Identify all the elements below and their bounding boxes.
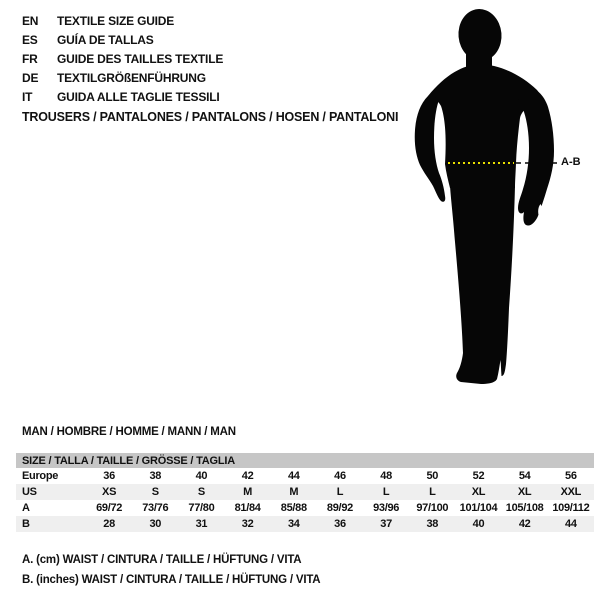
size-cell: 36: [317, 516, 363, 532]
footnote-b: B. (inches) WAIST / CINTURA / TAILLE / HÜFTUNG / VITA: [22, 573, 321, 586]
language-row: [22, 50, 223, 69]
size-cell: L: [363, 484, 409, 500]
size-cell: 30: [132, 516, 178, 532]
size-cell: S: [132, 484, 178, 500]
size-cell: 73/76: [142, 502, 169, 514]
silhouette-legs: [450, 186, 515, 384]
language-code: IT: [22, 90, 33, 104]
size-cell: 50: [426, 470, 439, 482]
table-row-b-inches: [16, 516, 594, 532]
language-code: FR: [22, 52, 38, 66]
size-cell: 34: [271, 516, 317, 532]
size-cell: 46: [334, 470, 346, 482]
size-cell: 109/112: [552, 502, 590, 514]
size-cell: XL: [455, 484, 501, 500]
size-cell: 52: [472, 470, 485, 482]
size-cell: 40: [455, 516, 501, 532]
size-table-header-row: [16, 453, 594, 468]
silhouette-left-arm: [415, 96, 446, 202]
size-table-header: SIZE / TALLA / TAILLE / GRÖSSE / TAGLIA: [16, 453, 594, 468]
language-label: GUÍA DE TALLAS: [57, 33, 154, 47]
language-label: GUIDE DES TAILLES TEXTILE: [57, 52, 224, 66]
language-label: TEXTILE SIZE GUIDE: [57, 14, 175, 28]
size-cell: M: [271, 484, 317, 500]
language-row: [22, 69, 223, 88]
language-row: [22, 31, 223, 50]
size-cell: XXL: [548, 484, 594, 500]
size-cell: 81/84: [234, 502, 261, 514]
size-cell: XL: [502, 484, 548, 500]
language-row: [22, 88, 223, 107]
size-cell: 37: [363, 516, 409, 532]
language-label: GUIDA ALLE TAGLIE TESSILI: [57, 90, 220, 104]
row-label: A: [22, 502, 30, 514]
language-code: DE: [22, 71, 39, 85]
section-title: MAN / HOMBRE / HOMME / MANN / MAN: [22, 426, 236, 438]
size-cell: 38: [409, 516, 455, 532]
size-cell: 97/100: [416, 502, 449, 514]
table-row-europe: [16, 468, 594, 484]
row-label: Europe: [22, 470, 59, 482]
row-label: B: [16, 516, 86, 532]
size-cell: 32: [225, 516, 271, 532]
size-cell: S: [178, 484, 224, 500]
size-table-container: [16, 453, 594, 532]
size-cell: 44: [548, 516, 594, 532]
size-cell: 44: [287, 470, 300, 482]
size-cell: 56: [565, 470, 577, 482]
size-cell: 77/80: [188, 502, 215, 514]
size-cell: 54: [518, 470, 531, 482]
size-cell: 42: [241, 470, 254, 482]
size-cell: 36: [103, 470, 115, 482]
size-cell: 38: [149, 470, 162, 482]
language-list: [22, 12, 223, 107]
table-row-a-cm: [16, 500, 594, 516]
size-cell: XS: [86, 484, 132, 500]
language-label: TEXTILGRÖßENFÜHRUNG: [57, 71, 206, 85]
measure-label: A-B: [561, 156, 581, 168]
man-silhouette: [408, 4, 573, 396]
size-cell: 89/92: [326, 502, 353, 514]
silhouette-torso: [428, 64, 544, 188]
row-label: US: [16, 484, 86, 500]
language-code: ES: [22, 33, 38, 47]
size-cell: 85/88: [280, 502, 307, 514]
silhouette-right-arm: [518, 86, 554, 226]
footnote-a: A. (cm) WAIST / CINTURA / TAILLE / HÜFTUNG / VITA: [22, 554, 302, 566]
category-title: TROUSERS / PANTALONES / PANTALONS / HOSEN / PANTALONI: [22, 110, 399, 124]
language-code: EN: [22, 14, 39, 28]
size-cell: 48: [380, 470, 392, 482]
footnotes: [22, 551, 320, 590]
size-cell: 31: [178, 516, 224, 532]
size-cell: 105/108: [505, 502, 544, 514]
size-cell: 101/104: [459, 502, 498, 514]
size-table: [16, 453, 594, 532]
size-cell: 42: [502, 516, 548, 532]
size-cell: 28: [86, 516, 132, 532]
size-cell: 93/96: [373, 502, 400, 514]
size-cell: 69/72: [96, 502, 123, 514]
table-row-us: [16, 484, 594, 500]
figure-measurement-diagram: [408, 4, 600, 396]
size-cell: L: [409, 484, 455, 500]
language-row: [22, 12, 223, 31]
size-cell: M: [225, 484, 271, 500]
size-cell: L: [317, 484, 363, 500]
size-cell: 40: [195, 470, 208, 482]
